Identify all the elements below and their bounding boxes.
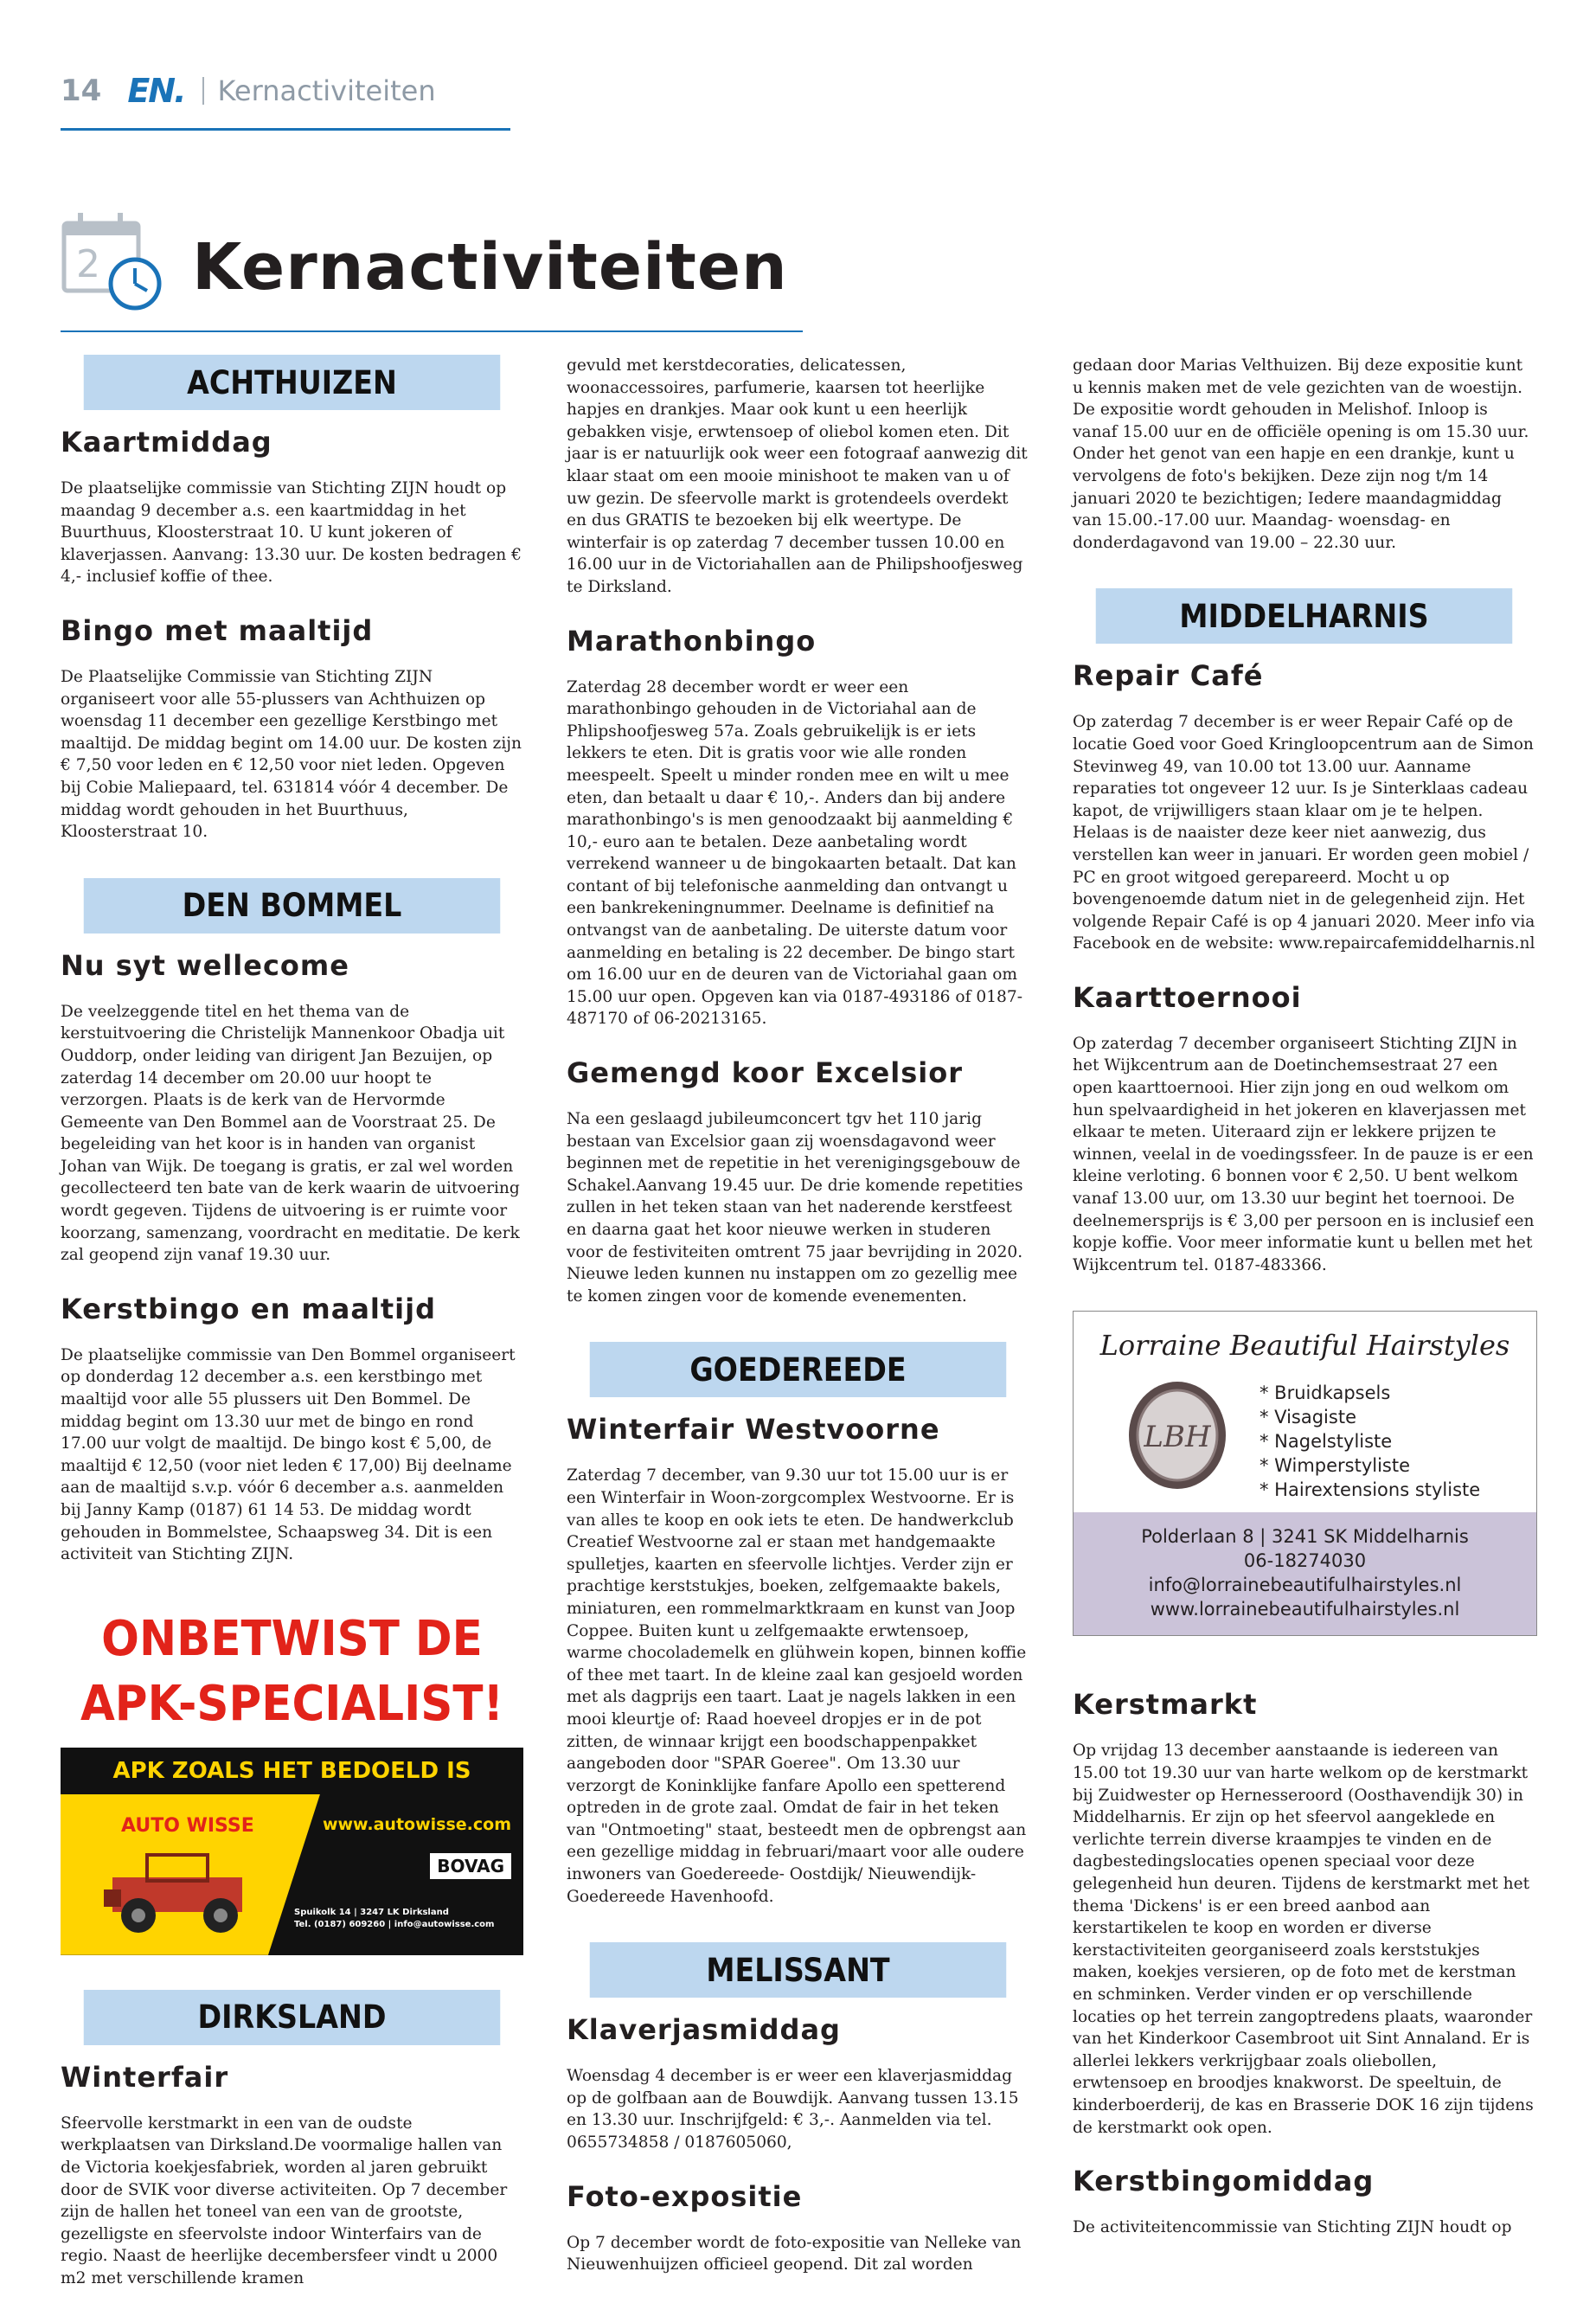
article-body: Zaterdag 28 december wordt er weer een marathonbingo gehouden in de Victoriahal aan de Phlipshoofjesweg 57a. Zoals gebruikelijk is er iets lekkers te eten. Dit is gratis voor wie alle ronden meespeelt. Speelt u minder ronden mee en wilt u mee eten, dan betaalt u daar € 10,-. Anders dan bij andere marathonbingo's is men genoodzaakt bij aanmelding € 10,- euro aan te betalen. Deze aanbetaling wordt verrekend wanneer u de bingokaarten betaalt. Dat kan contant of bij telefonische aanmelding dan ontvangt u een bankrekeningnummer. Deelname is definitief na ontvangst van de aanbetaling. De uiterste datum voor aanmelding en betaling is 22 december. De bingo start om 16.00 uur en de deuren van de Victoriahal gaan om 15.00 uur open. Opgeven kan via 0187-493186 of 0187-487170 of 06-20213165. — [567, 677, 1022, 1029]
ad-phone: 06-18274030 — [1243, 1550, 1367, 1572]
service-item: * Visagiste — [1259, 1407, 1356, 1428]
article-heading: Gemengd koor Excelsior — [567, 1056, 963, 1090]
monogram-text: LBH — [1144, 1420, 1211, 1455]
page-number: 14 — [61, 74, 102, 108]
ad-address: Polderlaan 8 | 3241 SK Middelharnis — [1141, 1526, 1469, 1548]
town-header-dirksland: DIRKSLAND — [84, 1990, 501, 2045]
article-body: De activiteitencommissie van Stichting ZIJN houdt op — [1073, 2218, 1512, 2237]
ad-bottom-panel — [61, 1794, 523, 1955]
header-divider — [202, 77, 204, 105]
town-header-achthuizen: ACHTHUIZEN — [84, 355, 501, 410]
ad-address — [294, 1907, 494, 1931]
town-header-goedereede: GOEDEREEDE — [590, 1342, 1007, 1397]
article-body: Op 7 december wordt de foto-expositie van Nelleke van Nieuwenhuijzen officieel geopend. Dit zal worden — [567, 2233, 1022, 2274]
article-heading: Foto-expositie — [567, 2179, 803, 2213]
town-header-middelharnis: MIDDELHARNIS — [1096, 588, 1513, 644]
article-heading: Marathonbingo — [567, 624, 817, 658]
article-heading: Winterfair — [61, 2060, 229, 2094]
ad-top-panel — [1074, 1312, 1536, 1512]
ad-website: www.lorrainebeautifulhairstyles.nl — [1150, 1599, 1460, 1620]
article-heading: Kaarttoernooi — [1073, 980, 1302, 1014]
calendar-digit: 2 — [76, 242, 100, 286]
article-heading: Kerstmarkt — [1073, 1688, 1258, 1722]
bovag-logo: BOVAG — [430, 1853, 511, 1879]
article-heading: Kerstbingomiddag — [1073, 2165, 1375, 2198]
advertisement-auto-wisse — [61, 1601, 523, 1955]
column-2 — [567, 355, 1029, 2302]
ad-contact-panel — [1074, 1512, 1536, 1635]
article-heading: Kaartmiddag — [61, 426, 272, 459]
article-heading: Repair Café — [1073, 659, 1264, 693]
article-body: Woensdag 4 december is er weer een klaverjasmiddag op de golfbaan aan de Bouwdijk. Aanvang tussen 13.15 en 13.30 uur. Inschrijfgeld: € 3,-. Aanmelden via tel. 0655734858 / 0187605060, — [567, 2067, 1019, 2152]
calendar-clock-icon — [61, 208, 164, 311]
article-body: Op zaterdag 7 december organiseert Stichting ZIJN in het Wijkcentrum aan de Doetinchemsestraat 27 een open kaarttoernooi. Hier zijn jong en oud welkom om hun spelvaardigheid in het jokeren en klaverjassen met elkaar te meten. Uiteraard zijn er lekkere prijzen te winnen, veelal in de voedingssfeer. In de pauze is er een kleine verloting. 6 bonnen voor € 2,50. U bent welkom vanaf 13.00 uur, om 13.30 uur begint het toernooi. De deelnemersprijs is € 3,00 per persoon en is inclusief een kopje koffie. Voor meer informatie kunt u bellen met het Wijkcentrum tel. 0187-483366. — [1073, 1034, 1535, 1274]
page-title: Kernactiviteiten — [192, 230, 788, 305]
town-header-melissant: MELISSANT — [590, 1942, 1007, 1998]
service-item: * Nagelstyliste — [1259, 1431, 1393, 1453]
town-header-den-bommel: DEN BOMMEL — [84, 878, 501, 933]
ad-tagline: APK ZOALS HET BEDOELD IS — [61, 1748, 523, 1794]
services-list — [1259, 1381, 1480, 1502]
title-rule — [61, 330, 803, 332]
service-item: * Hairextensions styliste — [1259, 1479, 1481, 1501]
article-continuation: gevuld met kerstdecoraties, delicatessen, woonaccessoires, parfumerie, kaarsen tot heerlijke hapjes en drankjes. Maar ook kunt u een heerlijk gebakken visje, erwtensoep of oliebol komen eten. Dit jaar is er natuurlijk ook weer een fotograaf aanwezig dit klaar staat om een mooie minishoot te maken van u of uw gezin. De sfeervolle markt is grotendeels overdekt en dus GRATIS te bezoeken bij elk weertype. De winterfair is op zaterdag 7 december tussen 10.00 en 16.00 uur in de Victoriahallen aan de Philipshoofjesweg te Dirksland. — [567, 356, 1028, 596]
column-3 — [1073, 355, 1535, 2265]
ad-brand: AUTO WISSE — [121, 1814, 254, 1837]
ad-email: info@lorrainebeautifulhairstyles.nl — [1148, 1575, 1462, 1596]
ad-headline-2: APK-SPECIALIST! — [80, 1675, 504, 1732]
article-heading: Winterfair Westvoorne — [567, 1413, 940, 1447]
section-label: Kernactiviteiten — [217, 74, 436, 107]
ad-headline-1: ONBETWIST DE — [101, 1610, 483, 1667]
publication-logo: EN. — [127, 72, 185, 110]
article-body: Op zaterdag 7 december is er weer Repair Café op de locatie Goed voor Goed Kringloopcentrum aan de Simon Stevinweg 49, van 10.00 tot 13.00 uur. Aanname reparaties tot ongeveer 12 uur. Is je Sinterklaas cadeau kapot, de vrijwilligers staan klaar om je te helpen. Helaas is de naaister deze keer niet aanwezig, dus verstellen kan weer in januari. Er worden geen mobiel / PC en groot witgoed gerepareerd. Mocht u op bovengenoemde datum niet in de gelegenheid zijn. Het volgende Repair Café is op 4 januari 2020. Meer info via Facebook en de website: www.repaircafemiddelharnis.nl — [1073, 713, 1535, 953]
jeep-icon — [95, 1843, 268, 1938]
article-body: Sfeervolle kerstmarkt in een van de oudste werkplaatsen van Dirksland.De voormalige hallen van de Victoria koekjesfabriek, worden al jaren gebruikt door de SVIK voor diverse activiteiten. Op 7 december zijn de hallen het toneel van een van de grootste, gezelligste en sfeervolste indoor Winterfairs van de regio. Naast de heerlijke decembersfeer vindt u 2000 m2 met verschillende kramen — [61, 2114, 508, 2287]
page-header — [61, 69, 436, 112]
article-body: Zaterdag 7 december, van 9.30 uur tot 15.00 uur is er een Winterfair in Woon-zorgcomplex Westvoorne. Er is van alles te koop en ook iets te eten. De handwerkclub Creatief Westvoorne zal er staan met handgemaakte spulletjes, kaarten en sfeervolle lichtjes. Verder zijn er prachtige kerststukjes, boeken, zelfgemaakte bakels, miniaturen, een rommelmarktkraam en kunst van Joop Coppee. Buiten kunt u zelfgemaakte erwtensoep, warme chocolademelk en glühwein kopen, binnen koffie of thee met taart. In de kleine zaal kan gesjoeld worden met als dagprijs een taart. Laat je nagels lakken in een mooi kleurtje of: Raad hoeveel dropjes er in de pot zitten, de winnaar krijgt een boodschappenpakket aangeboden door "SPAR Goeree". Om 13.30 uur verzorgt de Koninklijke fanfare Apollo een spetterend optreden in de grote zaal. Omdat de fair in het teken van "Ontmoeting" staat, besteedt men de opbrengst aan een gezellige middag in februari/maart voor alle oudere inwoners van Goedereede- Oostdijk/ Nieuwendijk- Goedereede Havenhoofd. — [567, 1466, 1027, 1906]
ad-address-line: Spuikolk 14 | 3247 LK Dirksland — [294, 1907, 449, 1917]
article-heading: Nu syt wellecome — [61, 948, 349, 982]
article-body: Na een geslaagd jubileumconcert tgv het 110 jarig bestaan van Excelsior gaan zij woensdagavond weer beginnen met de repetitie in het verenigingsgebouw de Schakel.Aanvang 19.45 uur. De drie komende repetities zullen in het teken staan van het naderende kerstfeest en daarna gaat het koor nieuwe werken in studeren voor de festiviteiten omtrent 75 jaar bevrijding in 2020. Nieuwe leden kunnen nu instappen om zo gezellig mee te komen zingen voor de komende evenementen. — [567, 1110, 1023, 1306]
service-item: * Bruidkapsels — [1259, 1383, 1391, 1404]
header-rule — [61, 128, 510, 131]
article-heading: Bingo met maaltijd — [61, 613, 374, 647]
article-body: Op vrijdag 13 december aanstaande is iedereen van 15.00 tot 19.30 uur van harte welkom op de kerstmarkt bij Zuidwester op Hernesseroord (Oosthavendijk 30) in Middelharnis. Er zijn op het sfeervol aangeklede en verlichte terrein diverse kraampjes te vinden en de dagbestedingslocaties openen speciaal voor deze gelegenheid hun deuren. Tijdens de kerstmarkt met het thema 'Dickens' is er een breed aanbod aan kerstartikelen te koop en worden er diverse kerstactiviteiten georganiseerd zoals kerststukjes maken, koekjes versieren, op de foto met de kerstman en schminken. Verder vinden er op verschillende locaties op het terrein zangoptredens plaats, waaronder van het Kinderkoor Casembroot uit Sint Annaland. Er is allerlei lekkers verkrijgbaar zoals oliebollen, erwtensoep en broodjes knakworst. De speeltuin, de kinderboerderij, de kas en Brasserie DOK 16 zijn tijdens de kerstmarkt ook open. — [1073, 1742, 1534, 2137]
article-continuation: gedaan door Marias Velthuizen. Bij deze expositie kunt u kennis maken met de vele gezichten van de woestijn. De expositie wordt gehouden in Melishof. Inloop is vanaf 15.00 uur en de officiële opening is om 15.30 uur. Onder het genot van een hapje en een drankje, kunt u vervolgens de foto's bekijken. Deze zijn nog t/m 14 januari 2020 te bezichtigen; Iedere maandagmiddag van 15.00.-17.00 uur. Maandag- woensdag- en donderdagavond van 19.00 – 22.30 uur. — [1073, 356, 1529, 552]
column-1 — [61, 355, 523, 2316]
article-body: De Plaatselijke Commissie van Stichting ZIJN organiseert voor alle 55-plussers van Achthuizen op woensdag 11 december een gezellige Kerstbingo met maaltijd. De middag begint om 14.00 uur. De kosten zijn € 7,50 voor leden en € 12,50 voor niet leden. Opgeven bij Cobie Maliepaard, tel. 631814 vóór 4 december. De middag wordt gehouden in het Buurthuus, Kloosterstraat 10. — [61, 667, 522, 842]
article-body: De plaatselijke commissie van Den Bommel organiseert op donderdag 12 december a.s. een kerstbingo met maaltijd voor alle 55 plussers uit Den Bommel. De middag begint om 13.30 uur met de bingo en rond 17.00 uur volgt de maaltijd. De bingo kost € 5,00, de maaltijd € 12,50 (voor niet leden € 17,00) Bij deelname aan de maaltijd s.v.p. vóór 6 december a.s. aanmelden bij Janny Kamp (0187) 61 14 53. De middag wordt gehouden in Bommelstee, Schaapsweg 34. Dit is een activiteit van Stichting ZIJN. — [61, 1345, 516, 1564]
advertisement-lorraine — [1073, 1311, 1537, 1636]
article-heading: Klaverjasmiddag — [567, 2013, 841, 2047]
article-body: De plaatselijke commissie van Stichting ZIJN houdt op maandag 9 december a.s. een kaartmiddag in het Buurthuus, Kloosterstraat 10. U kunt jokeren of klaverjassen. Aanvang: 13.30 uur. De kosten bedragen € 4,- inclusief koffie of thee. — [61, 479, 522, 587]
service-item: * Wimperstyliste — [1259, 1455, 1411, 1477]
article-heading: Kerstbingo en maaltijd — [61, 1292, 437, 1325]
ad-contact-line: Tel. (0187) 609260 | info@autowisse.com — [294, 1919, 495, 1929]
ad-business-name: Lorraine Beautiful Hairstyles — [1099, 1329, 1510, 1363]
monogram-medallion — [1125, 1379, 1229, 1492]
ad-url: www.autowisse.com — [322, 1814, 511, 1834]
article-body: De veelzeggende titel en het thema van de kerstuitvoering die Christelijk Mannenkoor Obadja uit Ouddorp, onder leiding van dirigent Jan Bezuijen, op zaterdag 14 december om 20.00 uur hoopt te verzorgen. Plaats is de kerk van de Hervormde Gemeente van Den Bommel aan de Voorstraat 25. De begeleiding van het koor is in handen van organist Johan van Wijk. De toegang is gratis, er zal wel worden gecollecteerd ten bate van de kerk waarin de uitvoering wordt gegeven. Tijdens de uitvoering is er ruimte voor koorzang, samenzang, voordracht en meditatie. De kerk zal geopend zijn vanaf 19.30 uur. — [61, 1002, 520, 1265]
